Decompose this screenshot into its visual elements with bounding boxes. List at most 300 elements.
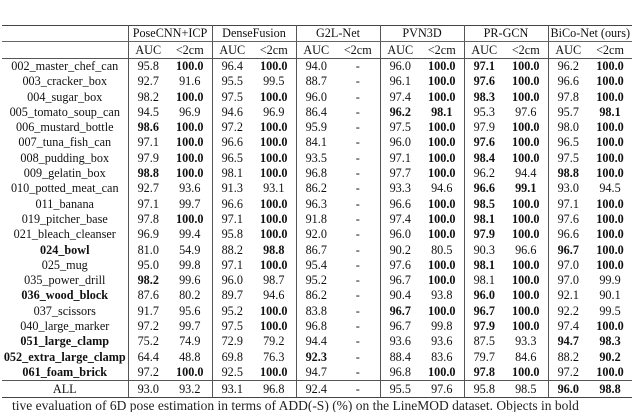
metric-header-2cm: <2cm	[588, 42, 632, 59]
auc-cell: 96.0	[212, 273, 252, 288]
under-2cm-cell: 93.6	[179, 181, 201, 196]
auc-cell: 96.5	[212, 151, 252, 166]
auc-cell: 96.6	[212, 135, 252, 150]
auc-cell: 95.8	[464, 381, 504, 398]
object-name-cell: 024_bowl	[40, 242, 90, 257]
under-2cm-cell: -	[355, 74, 360, 89]
under-2cm-cell: -	[355, 349, 360, 364]
auc-cell: 98.8	[548, 166, 588, 181]
under-2cm-cell: 96.9	[263, 104, 285, 119]
auc-cell: 98.2	[128, 90, 168, 105]
under-2cm-cell: 100.0	[176, 364, 204, 379]
under-2cm-cell: 100.0	[596, 150, 624, 165]
auc-cell: 97.1	[464, 59, 504, 75]
auc-cell: 97.6	[380, 258, 420, 273]
object-name-cell: 021_bleach_cleanser	[13, 227, 116, 242]
under-2cm-cell: 100.0	[260, 211, 288, 226]
object-name-cell: 036_wood_block	[21, 288, 109, 303]
under-2cm-cell: 100.0	[512, 74, 540, 89]
auc-cell: 96.6	[548, 227, 588, 242]
under-2cm-cell: 80.5	[431, 242, 453, 257]
auc-cell: 96.6	[380, 197, 420, 212]
under-2cm-cell: 93.2	[168, 381, 212, 398]
auc-cell: 96.7	[464, 304, 504, 319]
auc-cell: 98.5	[464, 197, 504, 212]
under-2cm-cell: 100.0	[512, 273, 540, 288]
under-2cm-cell: -	[355, 242, 360, 257]
method-header: DenseFusion	[212, 26, 296, 42]
auc-cell: 79.7	[464, 350, 504, 365]
table-body	[2, 59, 632, 398]
auc-cell: 95.8	[212, 227, 252, 242]
auc-cell: 97.5	[212, 319, 252, 334]
under-2cm-cell: 80.2	[179, 288, 201, 303]
under-2cm-cell: 100.0	[512, 319, 540, 334]
table-row	[2, 166, 632, 181]
under-2cm-cell: 54.9	[179, 242, 201, 257]
table-row	[2, 319, 632, 334]
auc-cell: 81.0	[128, 243, 168, 258]
object-name-cell: 061_foam_brick	[22, 364, 108, 379]
auc-cell: 96.8	[296, 319, 336, 334]
metric-header-2cm: <2cm	[336, 42, 380, 59]
under-2cm-cell: -	[355, 303, 360, 318]
under-2cm-cell: 100.0	[512, 120, 540, 135]
under-2cm-cell: 100.0	[176, 120, 204, 135]
auc-cell: 98.1	[464, 258, 504, 273]
under-2cm-cell: 91.6	[179, 74, 201, 89]
under-2cm-cell: 93.1	[263, 181, 285, 196]
object-name-cell: ALL	[2, 381, 128, 398]
under-2cm-cell: 100.0	[596, 227, 624, 242]
auc-cell: 92.7	[128, 181, 168, 196]
auc-cell: 98.0	[548, 120, 588, 135]
under-2cm-cell: 95.6	[179, 303, 201, 318]
under-2cm-cell: 100.0	[596, 89, 624, 104]
under-2cm-cell: 100.0	[428, 257, 456, 272]
under-2cm-cell: 100.0	[428, 120, 456, 135]
auc-cell: 97.5	[548, 151, 588, 166]
auc-cell: 97.2	[548, 365, 588, 381]
auc-cell: 92.7	[128, 74, 168, 89]
auc-cell: 98.6	[128, 120, 168, 135]
empty-header-cell	[2, 26, 128, 42]
table-row	[2, 273, 632, 288]
table-row	[2, 120, 632, 135]
under-2cm-cell: 98.8	[588, 381, 632, 398]
auc-cell: 97.2	[128, 365, 168, 381]
under-2cm-cell: 100.0	[596, 211, 624, 226]
auc-cell: 97.1	[128, 135, 168, 150]
under-2cm-cell: 100.0	[176, 150, 204, 165]
auc-cell: 90.3	[464, 243, 504, 258]
under-2cm-cell: 93.6	[431, 334, 453, 349]
under-2cm-cell: 100.0	[512, 135, 540, 150]
table-row	[2, 59, 632, 75]
table-row	[2, 151, 632, 166]
table-caption: tive evaluation of 6D pose estimation in terms of ADD(-S) (%) on the LineMOD dataset. Objects in bold	[12, 398, 579, 412]
auc-cell: 75.2	[128, 334, 168, 349]
auc-cell: 86.7	[296, 243, 336, 258]
auc-cell: 97.1	[128, 197, 168, 212]
auc-cell: 96.0	[380, 59, 420, 75]
auc-cell: 97.5	[212, 90, 252, 105]
under-2cm-cell: 100.0	[260, 135, 288, 150]
table-row	[2, 135, 632, 150]
under-2cm-cell: 100.0	[260, 227, 288, 242]
object-name-cell: 040_large_marker	[20, 319, 110, 334]
under-2cm-cell: -	[355, 181, 360, 196]
under-2cm-cell: 99.5	[599, 303, 621, 318]
auc-cell: 97.2	[128, 319, 168, 334]
auc-cell: 96.0	[380, 135, 420, 150]
auc-cell: 97.8	[128, 212, 168, 227]
under-2cm-cell: 74.9	[179, 334, 201, 349]
auc-cell: 93.3	[380, 181, 420, 196]
under-2cm-cell: 84.6	[515, 349, 537, 364]
under-2cm-cell: 100.0	[176, 89, 204, 104]
under-2cm-cell: 96.9	[179, 104, 201, 119]
method-header: PoseCNN+ICP	[128, 26, 212, 42]
under-2cm-cell: 100.0	[512, 150, 540, 165]
auc-cell: 94.6	[212, 105, 252, 120]
under-2cm-cell: 98.5	[504, 381, 548, 398]
under-2cm-cell: -	[355, 211, 360, 226]
auc-cell: 96.6	[464, 181, 504, 196]
auc-cell: 92.3	[296, 350, 336, 365]
auc-cell: 95.2	[212, 304, 252, 319]
auc-cell: 95.5	[380, 381, 420, 398]
auc-cell: 90.2	[380, 243, 420, 258]
top-caption-fragment	[0, 0, 640, 3]
auc-cell: 92.2	[548, 304, 588, 319]
auc-cell: 94.7	[548, 334, 588, 349]
under-2cm-cell: -	[355, 89, 360, 104]
under-2cm-cell: 79.2	[263, 334, 285, 349]
table-row	[2, 258, 632, 273]
auc-cell: 96.7	[380, 304, 420, 319]
method-header: BiCo-Net (ours)	[548, 26, 632, 42]
auc-cell: 95.2	[296, 273, 336, 288]
auc-cell: 72.9	[212, 334, 252, 349]
under-2cm-cell: 98.7	[263, 273, 285, 288]
auc-cell: 96.7	[380, 319, 420, 334]
under-2cm-cell: 100.0	[260, 150, 288, 165]
metric-header-2cm: <2cm	[168, 42, 212, 59]
under-2cm-cell: 99.8	[179, 257, 201, 272]
auc-cell: 96.0	[296, 90, 336, 105]
under-2cm-cell: -	[336, 381, 380, 398]
under-2cm-cell: 96.8	[252, 381, 296, 398]
auc-cell: 97.4	[380, 212, 420, 227]
auc-cell: 86.2	[296, 288, 336, 303]
auc-cell: 96.5	[548, 135, 588, 150]
auc-cell: 88.2	[212, 243, 252, 258]
auc-cell: 91.7	[128, 304, 168, 319]
auc-cell: 84.1	[296, 135, 336, 150]
table-row	[2, 334, 632, 349]
auc-cell: 97.2	[212, 120, 252, 135]
auc-cell: 87.6	[128, 288, 168, 303]
under-2cm-cell: 100.0	[428, 227, 456, 242]
auc-cell: 98.3	[464, 90, 504, 105]
under-2cm-cell: 97.6	[515, 104, 537, 119]
auc-cell: 95.0	[128, 258, 168, 273]
under-2cm-cell: 99.9	[599, 273, 621, 288]
auc-cell: 98.1	[464, 273, 504, 288]
auc-cell: 97.9	[128, 151, 168, 166]
auc-cell: 96.7	[548, 243, 588, 258]
under-2cm-cell: 100.0	[428, 89, 456, 104]
under-2cm-cell: 96.6	[515, 242, 537, 257]
table-row	[2, 350, 632, 365]
auc-cell: 93.0	[128, 381, 168, 398]
under-2cm-cell: -	[355, 104, 360, 119]
under-2cm-cell: -	[355, 288, 360, 303]
auc-cell: 89.7	[212, 288, 252, 303]
under-2cm-cell: 100.0	[428, 74, 456, 89]
under-2cm-cell: 100.0	[176, 135, 204, 150]
under-2cm-cell: 99.7	[179, 319, 201, 334]
under-2cm-cell: 100.0	[260, 59, 288, 73]
under-2cm-cell: -	[355, 257, 360, 272]
under-2cm-cell: -	[355, 135, 360, 150]
auc-cell: 93.1	[212, 381, 252, 398]
under-2cm-cell: 100.0	[596, 257, 624, 272]
metric-header-2cm: <2cm	[420, 42, 464, 59]
under-2cm-cell: 98.3	[599, 334, 621, 349]
under-2cm-cell: 100.0	[512, 288, 540, 303]
metric-header-auc: AUC	[296, 42, 336, 59]
auc-cell: 97.1	[548, 197, 588, 212]
under-2cm-cell: 100.0	[596, 59, 624, 73]
auc-cell: 94.7	[296, 365, 336, 381]
table-row	[2, 197, 632, 212]
auc-cell: 97.5	[380, 120, 420, 135]
object-name-cell: 004_sugar_box	[27, 89, 103, 104]
auc-cell: 96.3	[296, 197, 336, 212]
under-2cm-cell: 100.0	[428, 196, 456, 211]
under-2cm-cell: 100.0	[260, 89, 288, 104]
auc-cell: 98.1	[464, 212, 504, 227]
under-2cm-cell: -	[355, 150, 360, 165]
auc-cell: 96.0	[464, 288, 504, 303]
under-2cm-cell: 100.0	[260, 120, 288, 135]
under-2cm-cell: 100.0	[512, 59, 540, 73]
auc-cell: 64.4	[128, 350, 168, 365]
auc-cell: 97.7	[380, 166, 420, 181]
auc-cell: 97.0	[548, 273, 588, 288]
under-2cm-cell: -	[355, 59, 360, 73]
table-row	[2, 227, 632, 242]
under-2cm-cell: -	[355, 334, 360, 349]
auc-cell: 96.2	[548, 59, 588, 75]
method-header-row	[2, 26, 632, 42]
under-2cm-cell: 48.8	[179, 349, 201, 364]
table-row	[2, 304, 632, 319]
auc-cell: 87.5	[464, 334, 504, 349]
under-2cm-cell: 100.0	[596, 120, 624, 135]
auc-cell: 95.4	[296, 258, 336, 273]
under-2cm-cell: 100.0	[260, 257, 288, 272]
metric-header-row	[2, 42, 632, 59]
auc-cell: 97.1	[380, 151, 420, 166]
under-2cm-cell: 99.6	[179, 273, 201, 288]
object-name-cell: 025_mug	[41, 257, 88, 272]
under-2cm-cell: 93.8	[431, 288, 453, 303]
under-2cm-cell: 100.0	[260, 303, 288, 318]
under-2cm-cell: 100.0	[596, 319, 624, 334]
under-2cm-cell: 94.4	[515, 166, 537, 181]
under-2cm-cell: 100.0	[428, 135, 456, 150]
auc-cell: 94.4	[296, 334, 336, 349]
metric-header-2cm: <2cm	[252, 42, 296, 59]
under-2cm-cell: 100.0	[596, 364, 624, 379]
auc-cell: 97.9	[464, 120, 504, 135]
metric-header-auc: AUC	[380, 42, 420, 59]
method-header: PVN3D	[380, 26, 464, 42]
under-2cm-cell: -	[355, 319, 360, 334]
auc-cell: 86.2	[296, 181, 336, 196]
under-2cm-cell: 100.0	[176, 59, 204, 73]
under-2cm-cell: 98.1	[599, 104, 621, 119]
under-2cm-cell: 100.0	[596, 196, 624, 211]
under-2cm-cell: 100.0	[596, 74, 624, 89]
object-name-cell: 005_tomato_soup_can	[9, 104, 120, 119]
under-2cm-cell: -	[355, 273, 360, 288]
under-2cm-cell: 100.0	[428, 364, 456, 379]
under-2cm-cell: 100.0	[176, 166, 204, 181]
auc-cell: 97.1	[212, 212, 252, 227]
object-name-cell: 002_master_chef_can	[11, 59, 119, 73]
auc-cell: 96.8	[380, 365, 420, 381]
object-name-cell: 007_tuna_fish_can	[18, 135, 112, 150]
auc-cell: 97.1	[212, 258, 252, 273]
under-2cm-cell: 100.0	[428, 273, 456, 288]
under-2cm-cell: 100.0	[512, 227, 540, 242]
table-row	[2, 181, 632, 196]
table-row	[2, 365, 632, 381]
object-name-cell: 035_power_drill	[24, 273, 106, 288]
table-row	[2, 90, 632, 105]
auc-cell: 95.8	[128, 59, 168, 75]
object-name-cell: 011_banana	[35, 196, 94, 211]
table-row	[2, 288, 632, 303]
auc-cell: 97.4	[548, 319, 588, 334]
object-name-cell: 019_pitcher_base	[21, 211, 108, 226]
under-2cm-cell: 99.8	[431, 319, 453, 334]
under-2cm-cell: 100.0	[260, 196, 288, 211]
under-2cm-cell: -	[355, 196, 360, 211]
object-name-cell: 010_potted_meat_can	[10, 181, 119, 196]
auc-cell: 97.9	[464, 319, 504, 334]
method-header: PR-GCN	[464, 26, 548, 42]
auc-cell: 95.5	[212, 74, 252, 89]
auc-cell: 94.5	[128, 105, 168, 120]
under-2cm-cell: 100.0	[176, 211, 204, 226]
auc-cell: 96.6	[548, 74, 588, 89]
under-2cm-cell: 100.0	[512, 196, 540, 211]
auc-cell: 97.9	[464, 227, 504, 242]
table-row-all	[2, 381, 632, 398]
under-2cm-cell: 100.0	[428, 166, 456, 181]
auc-cell: 93.6	[380, 334, 420, 349]
auc-cell: 90.4	[380, 288, 420, 303]
table-row	[2, 74, 632, 89]
under-2cm-cell: 83.6	[431, 349, 453, 364]
auc-cell: 98.4	[464, 151, 504, 166]
under-2cm-cell: 90.1	[599, 288, 621, 303]
auc-cell: 69.8	[212, 350, 252, 365]
empty-header-cell	[2, 42, 128, 59]
auc-cell: 97.0	[548, 258, 588, 273]
auc-cell: 95.7	[548, 105, 588, 120]
auc-cell: 91.3	[212, 181, 252, 196]
under-2cm-cell: -	[355, 166, 360, 181]
metric-header-auc: AUC	[548, 42, 588, 59]
auc-cell: 93.5	[296, 151, 336, 166]
under-2cm-cell: 90.2	[599, 349, 621, 364]
under-2cm-cell: 98.8	[263, 242, 285, 257]
auc-cell: 96.6	[212, 197, 252, 212]
under-2cm-cell: 100.0	[596, 166, 624, 181]
under-2cm-cell: 76.3	[263, 349, 285, 364]
under-2cm-cell: 94.6	[431, 181, 453, 196]
auc-cell: 86.4	[296, 105, 336, 120]
under-2cm-cell: 100.0	[428, 211, 456, 226]
under-2cm-cell: 100.0	[428, 59, 456, 73]
auc-cell: 92.1	[548, 288, 588, 303]
under-2cm-cell: 100.0	[260, 166, 288, 181]
auc-cell: 92.5	[212, 365, 252, 381]
under-2cm-cell: 94.5	[599, 181, 621, 196]
auc-cell: 92.4	[296, 381, 336, 398]
auc-cell: 97.6	[548, 212, 588, 227]
table-row	[2, 212, 632, 227]
under-2cm-cell: 99.1	[515, 181, 537, 196]
under-2cm-cell: 100.0	[260, 364, 288, 379]
object-name-cell: 006_mustard_bottle	[16, 120, 114, 135]
under-2cm-cell: 100.0	[260, 319, 288, 334]
metric-header-auc: AUC	[212, 42, 252, 59]
auc-cell: 97.6	[464, 135, 504, 150]
auc-cell: 83.8	[296, 304, 336, 319]
under-2cm-cell: -	[355, 227, 360, 242]
auc-cell: 96.8	[296, 166, 336, 181]
auc-cell: 88.2	[548, 350, 588, 365]
under-2cm-cell: 93.3	[515, 334, 537, 349]
under-2cm-cell: 100.0	[596, 135, 624, 150]
table-row	[2, 243, 632, 258]
under-2cm-cell: 100.0	[512, 89, 540, 104]
auc-cell: 96.9	[128, 227, 168, 242]
object-name-cell: 037_scissors	[33, 303, 96, 318]
auc-cell: 93.0	[548, 181, 588, 196]
metric-header-2cm: <2cm	[504, 42, 548, 59]
auc-cell: 98.8	[128, 166, 168, 181]
under-2cm-cell: 100.0	[428, 303, 456, 318]
auc-cell: 96.0	[380, 227, 420, 242]
under-2cm-cell: 100.0	[512, 211, 540, 226]
auc-cell: 88.7	[296, 74, 336, 89]
under-2cm-cell: 94.6	[263, 288, 285, 303]
auc-cell: 96.4	[212, 59, 252, 75]
table-row	[2, 105, 632, 120]
auc-cell: 91.8	[296, 212, 336, 227]
auc-cell: 94.0	[296, 59, 336, 75]
auc-cell: 97.8	[464, 365, 504, 381]
under-2cm-cell: 99.5	[263, 74, 285, 89]
